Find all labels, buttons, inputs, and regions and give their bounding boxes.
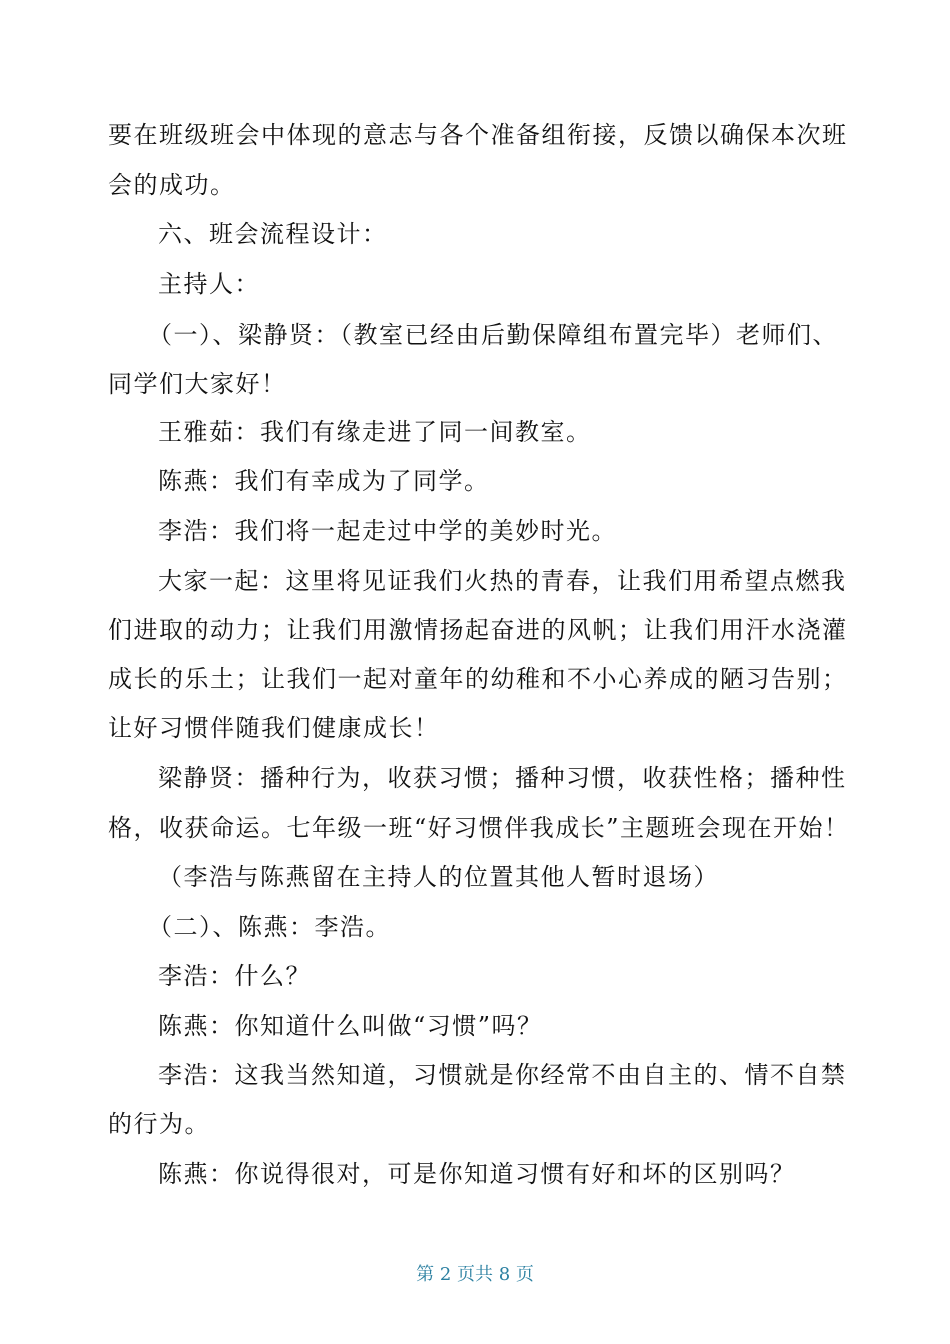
text-line: 陈燕：我们有幸成为了同学。 xyxy=(158,467,490,495)
text-line: （李浩与陈燕留在主持人的位置其他人暂时退场） xyxy=(158,863,719,891)
text-line: 梁静贤：播种行为，收获习惯；播种习惯，收获性格；播种性 xyxy=(158,764,847,792)
text-line: （二）、陈燕：李浩。 xyxy=(148,913,391,941)
section-heading: 六、班会流程设计： xyxy=(158,220,388,248)
text-line: 格，收获命运。七年级一班“好习惯伴我成长”主题班会现在开始！ xyxy=(108,814,850,842)
text-line: 李浩：什么？ xyxy=(158,962,311,990)
text-line: 陈燕：你说得很对，可是你知道习惯有好和坏的区别吗？ xyxy=(158,1160,796,1188)
text-line: 李浩：我们将一起走过中学的美妙时光。 xyxy=(158,517,617,545)
text-line: 王雅茹：我们有缘走进了同一间教室。 xyxy=(158,418,592,446)
text-line: 大家一起：这里将见证我们火热的青春，让我们用希望点燃我 xyxy=(158,567,847,595)
page-number-footer: 第 2 页共 8 页 xyxy=(416,1264,534,1285)
text-line: 李浩：这我当然知道，习惯就是你经常不由自主的、情不自禁 xyxy=(158,1061,847,1089)
text-line: 会的成功。 xyxy=(108,171,236,199)
text-line: 的行为。 xyxy=(108,1110,210,1138)
text-line: 主持人： xyxy=(158,270,260,298)
text-line: （一）、梁静贤：（教室已经由后勤保障组布置完毕）老师们、 xyxy=(148,321,838,349)
text-line: 让好习惯伴随我们健康成长！ xyxy=(108,714,440,742)
text-line: 们进取的动力；让我们用激情扬起奋进的风帆；让我们用汗水浇灌 xyxy=(108,616,848,644)
text-line: 同学们大家好！ xyxy=(108,370,287,398)
text-line: 成长的乐土；让我们一起对童年的幼稚和不小心养成的陋习告别； xyxy=(108,665,848,693)
text-line: 陈燕：你知道什么叫做“习惯”吗？ xyxy=(158,1012,543,1040)
text-line: 要在班级班会中体现的意志与各个准备组衔接，反馈以确保本次班 xyxy=(108,121,848,149)
